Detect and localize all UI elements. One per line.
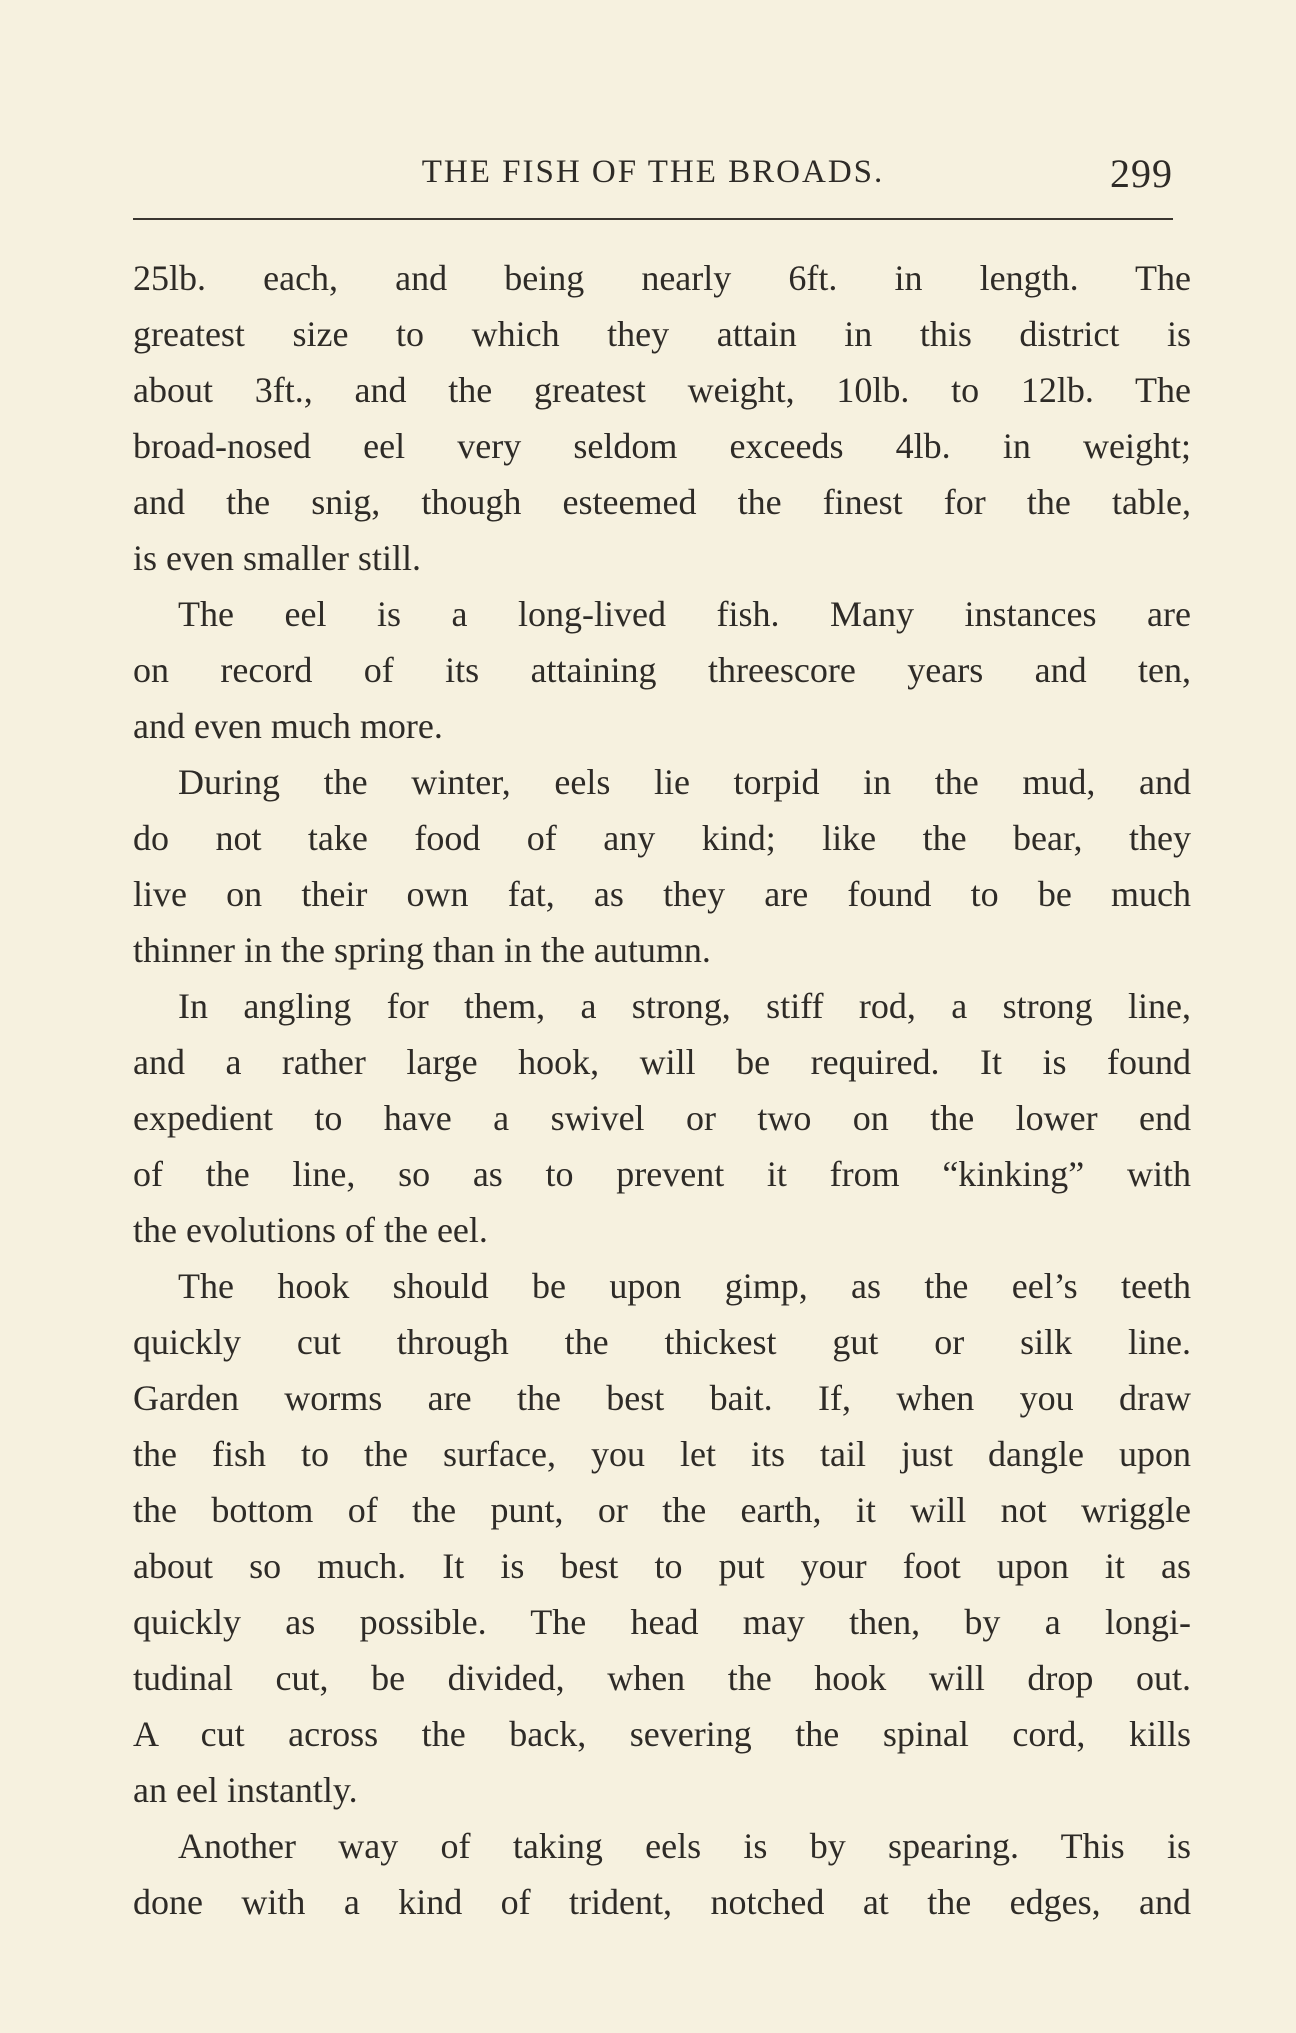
text-line: expedient to have a swivel or two on the lower end <box>133 1098 1191 1138</box>
running-head <box>133 150 1173 202</box>
text-line: about 3ft., and the greatest weight, 10lb. to 12lb. The <box>133 370 1191 410</box>
text-line: the fish to the surface, you let its tail just dangle upon <box>133 1434 1191 1474</box>
text-line: A cut across the back, severing the spinal cord, kills <box>133 1714 1191 1754</box>
paragraph-start-line: During the winter, eels lie torpid in the mud, and <box>178 762 1191 802</box>
text-line: thinner in the spring than in the autumn. <box>133 930 711 970</box>
text-line: an eel instantly. <box>133 1770 358 1810</box>
text-line: and the snig, though esteemed the finest for the table, <box>133 482 1191 522</box>
text-line: about so much. It is best to put your foot upon it as <box>133 1546 1191 1586</box>
text-line: and a rather large hook, will be required. It is found <box>133 1042 1191 1082</box>
text-line: is even smaller still. <box>133 538 421 578</box>
text-line: live on their own fat, as they are found to be much <box>133 874 1191 914</box>
paragraph-start-line: The hook should be upon gimp, as the eel’s teeth <box>178 1266 1191 1306</box>
text-line: quickly as possible. The head may then, by a longi- <box>133 1602 1191 1642</box>
body-text <box>133 250 1193 1930</box>
text-line: greatest size to which they attain in this district is <box>133 314 1191 354</box>
text-line: the bottom of the punt, or the earth, it will not wriggle <box>133 1490 1191 1530</box>
page-number: 299 <box>1110 151 1173 196</box>
running-title: THE FISH OF THE BROADS. <box>421 154 885 190</box>
text-line: tudinal cut, be divided, when the hook will drop out. <box>133 1658 1191 1698</box>
paragraph-start-line: Another way of taking eels is by spearing. This is <box>178 1826 1191 1866</box>
paragraph-start-line: In angling for them, a strong, stiff rod, a strong line, <box>178 986 1191 1026</box>
paragraph-start-line: The eel is a long-lived fish. Many instances are <box>178 594 1191 634</box>
text-line: 25lb. each, and being nearly 6ft. in length. The <box>133 258 1191 298</box>
header-rule <box>133 218 1173 220</box>
text-line: broad-nosed eel very seldom exceeds 4lb. in weight; <box>133 426 1191 466</box>
text-line: Garden worms are the best bait. If, when you draw <box>133 1378 1191 1418</box>
text-line: quickly cut through the thickest gut or silk line. <box>133 1322 1191 1362</box>
text-line: done with a kind of trident, notched at the edges, and <box>133 1882 1191 1922</box>
text-line: do not take food of any kind; like the bear, they <box>133 818 1191 858</box>
text-line: and even much more. <box>133 706 443 746</box>
text-line: of the line, so as to prevent it from “kinking” with <box>133 1154 1191 1194</box>
text-line: the evolutions of the eel. <box>133 1210 488 1250</box>
text-line: on record of its attaining threescore years and ten, <box>133 650 1191 690</box>
